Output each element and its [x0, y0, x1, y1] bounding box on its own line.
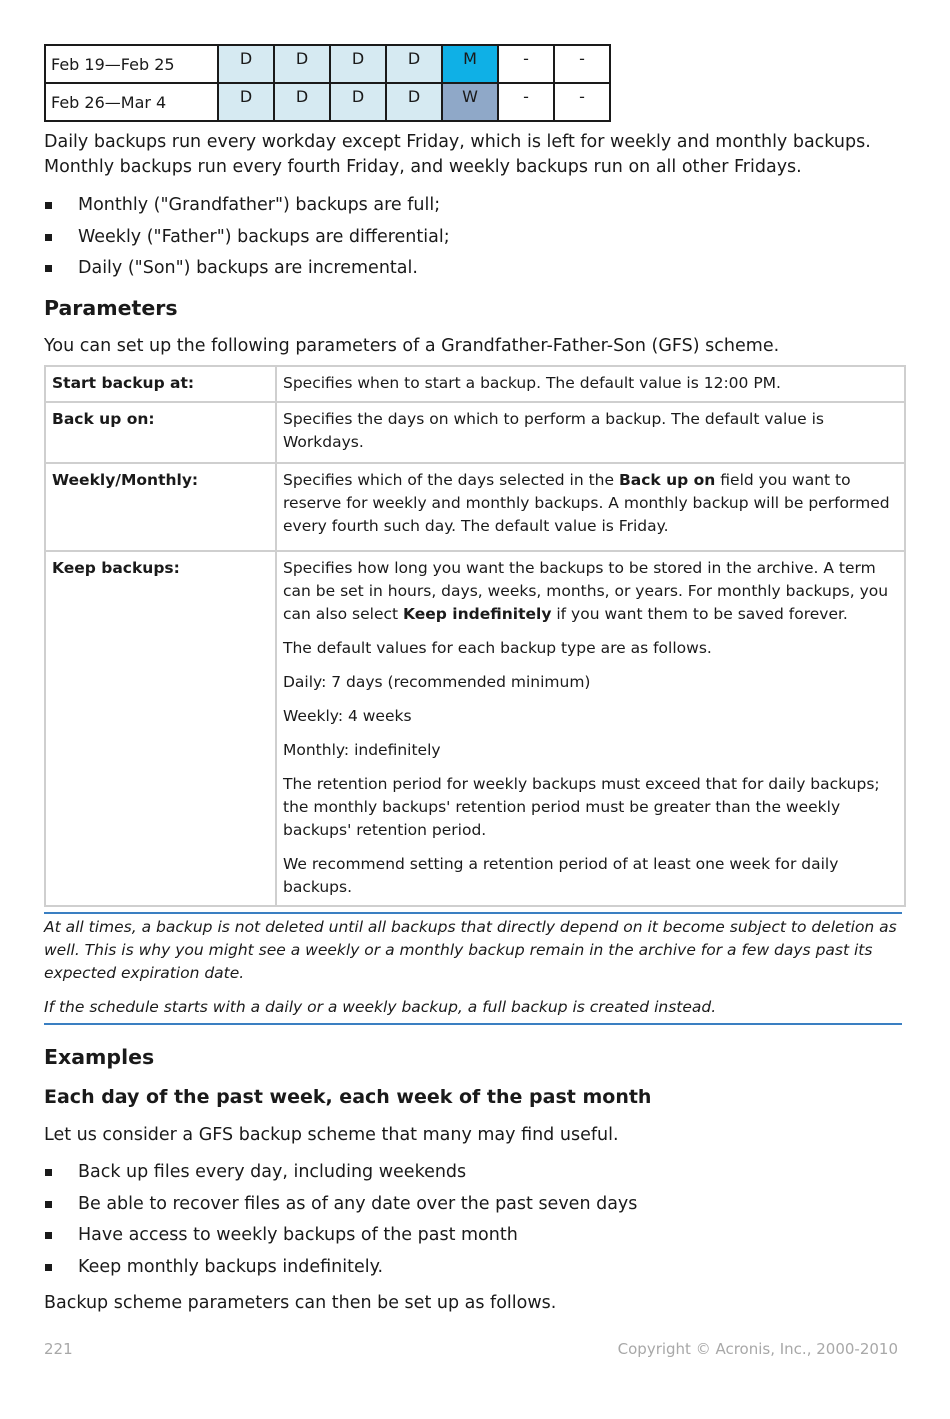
table-row — [45, 402, 905, 463]
goals-list — [44, 1160, 906, 1286]
param-description: Specifies when to start a backup. The default value is 12:00 PM. — [276, 366, 905, 402]
day-cell: - — [554, 45, 610, 83]
bullet-icon — [45, 1232, 52, 1239]
list-item: Daily ("Son") backups are incremental. — [44, 256, 906, 288]
table-row — [45, 463, 905, 551]
day-cell: D — [218, 83, 274, 121]
keep-paragraph: Specifies how long you want the backups to be stored in the archive. A term can be set in hours, days, weeks, months, or years. For monthly backups, you can also select Keep indefinitely if you want them to be saved forever. — [283, 559, 889, 623]
table-row — [45, 83, 610, 121]
keep-paragraph: The retention period for weekly backups must exceed that for daily backups; the monthly backups' retention period must be greater than the weekly backups' retention period. — [283, 775, 880, 839]
param-name: Keep backups: — [45, 551, 276, 906]
param-description — [276, 551, 905, 906]
schedule-table — [44, 44, 611, 122]
parameters-intro: You can set up the following parameters of a Grandfather-Father-Son (GFS) scheme. — [44, 336, 780, 356]
table-row — [45, 45, 610, 83]
day-cell-monthly: M — [442, 45, 498, 83]
keep-paragraph: The default values for each backup type are as follows. — [283, 639, 712, 657]
table-row — [45, 366, 905, 402]
list-item: Have access to weekly backups of the past month — [44, 1223, 906, 1255]
week-range: Feb 26—Mar 4 — [45, 83, 218, 121]
keep-paragraph: Daily: 7 days (recommended minimum) — [283, 673, 591, 691]
day-cell: - — [498, 45, 554, 83]
closing-paragraph: Backup scheme parameters can then be set up as follows. — [44, 1293, 557, 1313]
examples-heading: Examples — [44, 1045, 155, 1069]
param-name: Weekly/Monthly: — [45, 463, 276, 551]
backup-type-list — [44, 193, 906, 288]
week-range: Feb 19—Feb 25 — [45, 45, 218, 83]
day-cell-weekly: W — [442, 83, 498, 121]
bullet-icon — [45, 202, 52, 209]
option-reference: Keep indefinitely — [403, 605, 552, 623]
field-reference: Back up on — [618, 471, 716, 489]
table-row — [45, 551, 905, 906]
keep-paragraph: Weekly: 4 weeks — [283, 707, 412, 725]
keep-paragraph: We recommend setting a retention period of at least one week for daily backups. — [283, 855, 839, 896]
example-intro: Let us consider a GFS backup scheme that many may find useful. — [44, 1125, 619, 1145]
day-cell: D — [330, 45, 386, 83]
page-number: 221 — [44, 1340, 73, 1358]
day-cell: D — [386, 45, 442, 83]
param-name: Start backup at: — [45, 366, 276, 402]
parameters-table — [44, 365, 906, 907]
keep-paragraph: Monthly: indefinitely — [283, 741, 441, 759]
day-cell: D — [274, 45, 330, 83]
note-paragraph: If the schedule starts with a daily or a weekly backup, a full backup is created instead. — [44, 998, 717, 1016]
day-cell: - — [498, 83, 554, 121]
param-description: Specifies the days on which to perform a backup. The default value is Workdays. — [276, 402, 905, 463]
bullet-icon — [45, 1201, 52, 1208]
list-item: Weekly ("Father") backups are differential; — [44, 225, 906, 257]
param-description: Specifies which of the days selected in the Back up on field you want to reserve for weekly and monthly backups. A monthly backup will be performed every fourth such day. The default value is Friday. — [276, 463, 905, 551]
day-cell: - — [554, 83, 610, 121]
intro-paragraph: Daily backups run every workday except Friday, which is left for weekly and monthly backups. Monthly backups run every fourth Friday, and weekly backups run on all other Fridays. — [44, 132, 871, 177]
bullet-icon — [45, 265, 52, 272]
note-box — [44, 912, 902, 1025]
example-title: Each day of the past week, each week of the past month — [44, 1086, 652, 1108]
list-item: Be able to recover files as of any date over the past seven days — [44, 1192, 906, 1224]
bullet-icon — [45, 1169, 52, 1176]
bullet-icon — [45, 1264, 52, 1271]
bullet-icon — [45, 234, 52, 241]
note-paragraph: At all times, a backup is not deleted until all backups that directly depend on it become subject to deletion as well. This is why you might see a weekly or a monthly backup remain in the archive for a few days past its expected expiration date. — [44, 918, 897, 982]
list-item: Monthly ("Grandfather") backups are full; — [44, 193, 906, 225]
day-cell: D — [274, 83, 330, 121]
day-cell: D — [386, 83, 442, 121]
list-item: Back up files every day, including weekends — [44, 1160, 906, 1192]
param-name: Back up on: — [45, 402, 276, 463]
parameters-heading: Parameters — [44, 296, 178, 320]
day-cell: D — [330, 83, 386, 121]
day-cell: D — [218, 45, 274, 83]
list-item: Keep monthly backups indefinitely. — [44, 1255, 906, 1287]
copyright: Copyright © Acronis, Inc., 2000-2010 — [617, 1340, 898, 1358]
